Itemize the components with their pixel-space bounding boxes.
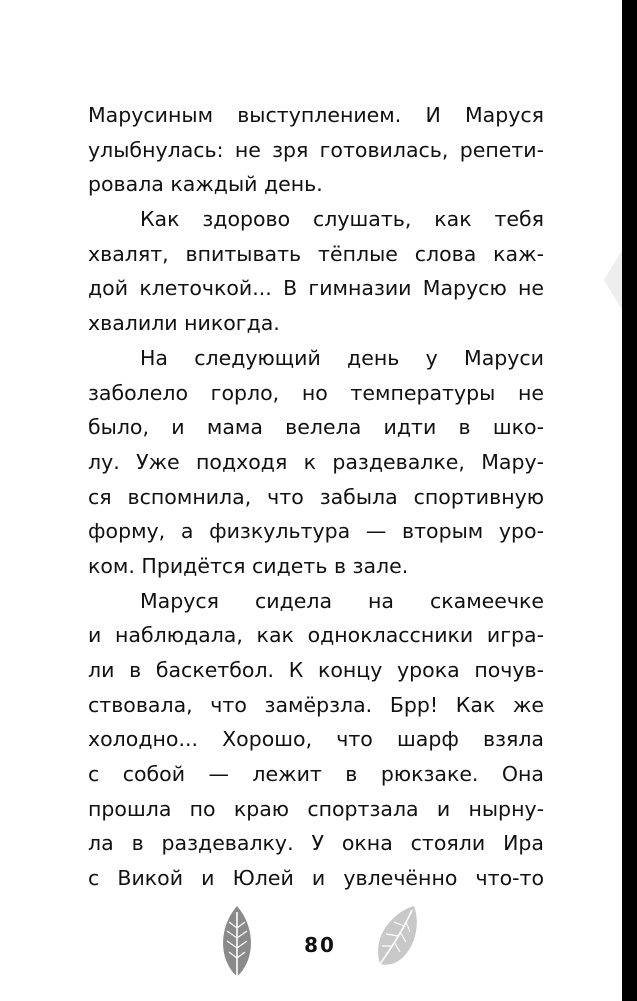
text-line: было, и мама велела идти в шко- (88, 415, 544, 440)
dark-leaf-icon (218, 904, 256, 984)
text-line: ла в раздевалку. У окна стояли Ира (88, 831, 544, 856)
text-line: ся вспомнила, что забыла спортивную (88, 484, 544, 509)
page-curl (598, 250, 622, 310)
text-line: ли в баскетбол. К концу урока почув- (88, 658, 544, 682)
text-line: Как здорово слушать, как тебя (140, 207, 544, 232)
light-leaf-icon (370, 902, 422, 974)
text-line: дой клеточкой... В гимназии Марусю не (88, 276, 544, 301)
text-line: холодно... Хорошо, что шарф взяла (88, 727, 544, 752)
text-line: Марусиным выступлением. И Маруся (88, 103, 544, 127)
text-line: лу. Уже подходя к раздевалке, Мару- (88, 449, 544, 474)
text-line: Маруся сидела на скамеечке (140, 588, 544, 613)
body-text (88, 98, 544, 896)
page-edge-shadow (622, 0, 637, 1001)
text-line: На следующий день у Маруси (140, 345, 544, 370)
text-line: и наблюдала, как одноклассники игра- (88, 623, 544, 648)
text-line: ровала каждый день. (88, 172, 323, 197)
text-line: улыбнулась: не зря готовилась, репети- (88, 137, 544, 162)
text-line: хвалят, впитывать тёплые слова каж- (88, 241, 544, 266)
text-line: ком. Придётся сидеть в зале. (88, 553, 409, 578)
text-line: форму, а физкультура — вторым уро- (88, 519, 544, 544)
text-line: прошла по краю спортзала и нырну- (88, 796, 544, 821)
page-number: 80 (304, 933, 336, 957)
text-line: с собой — лежит в рюкзаке. Она (88, 762, 544, 787)
text-line: с Викой и Юлей и увлечённо что-то (88, 866, 544, 891)
text-line: хвалили никогда. (88, 311, 280, 336)
text-line: ствовала, что замёрзла. Брр! Как же (88, 692, 544, 717)
text-line: заболело горло, но температуры не (88, 380, 544, 405)
page-footer (0, 900, 622, 990)
